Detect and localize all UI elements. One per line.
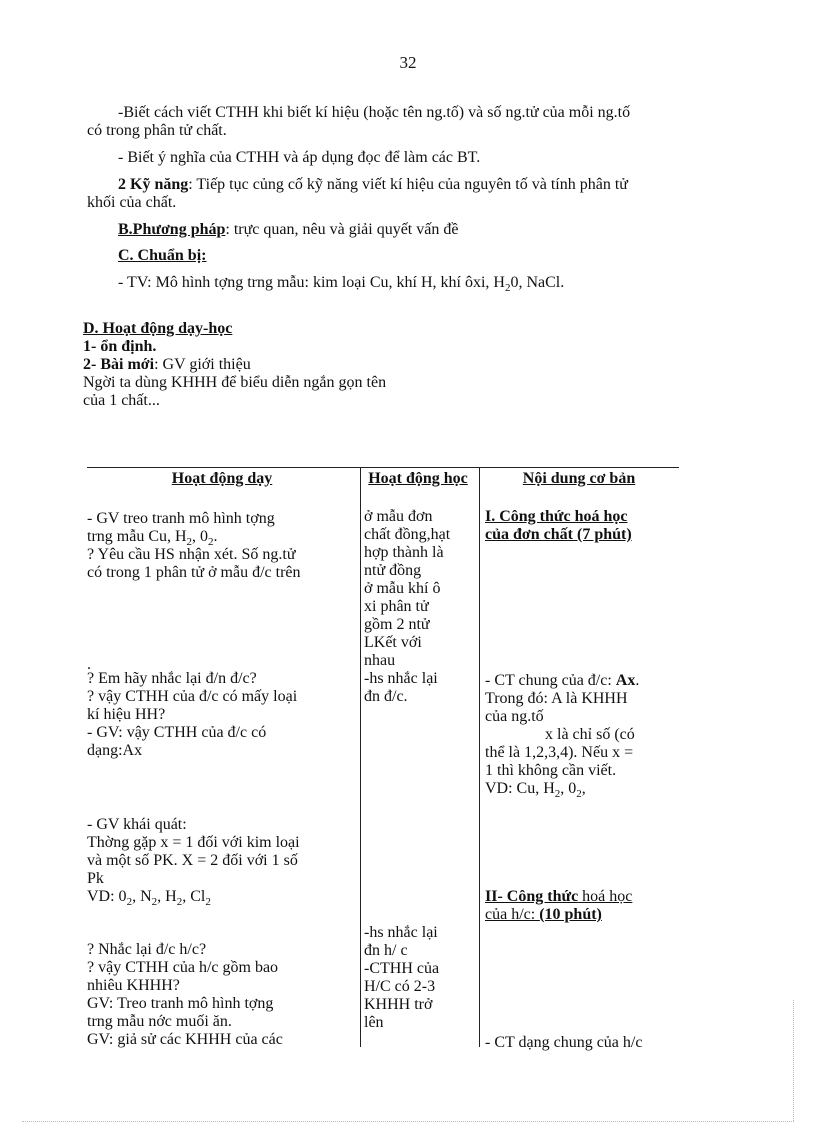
section-d-item1: 1- ổn định.: [83, 338, 157, 355]
content-section-2-body: - CT dạng chung của h/c: [485, 1034, 643, 1051]
intro-p1-line1: -Biết cách viết CTHH khi biết kí hiệu (hoặc tên ng.tố) và số ng.tử của mỗi ng.tố: [118, 104, 631, 121]
table-divider-1: [360, 467, 361, 1047]
learning-block-2: -hs nhắc lại đn đ/c.: [364, 670, 438, 705]
section-d-title: D. Hoạt động dạy-học: [83, 320, 233, 337]
preparation-text: - TV: Mô hình tợng trng mẫu: kim loại Cu, khí H, khí ôxi, $H_20$, NaCl.: [118, 274, 565, 295]
intro-paragraph-2: - Biết ý nghĩa của CTHH và áp dụng đọc để làm các BT.: [118, 149, 481, 166]
content-section-2-heading: II- Công thức hoá học của h/c: (10 phút): [485, 888, 633, 923]
preparation-label: C. Chuẩn bị:: [118, 247, 207, 264]
table-divider-2: [479, 467, 480, 1047]
method-label: B.Phương pháp: [118, 221, 226, 238]
section-d-item2: 2- Bài mới: GV giới thiệu: [83, 356, 251, 373]
skills-text: : Tiếp tục củng cố kỹ năng viết kí hiệu của nguyên tố và tính phân tử: [188, 176, 628, 193]
content-section-1-heading: I. Công thức hoá học của đơn chất (7 phút): [485, 508, 632, 543]
teaching-block-1: - GV treo tranh mô hình tợng trng mẫu Cu, $H_2$, $0_2$. ? Yêu cầu HS nhận xét. Số ng.tử có trong 1 phân tử ở mẫu đ/c trên: [87, 510, 301, 581]
preparation-heading: [118, 247, 724, 265]
method-line: [118, 221, 724, 239]
section-d: [83, 320, 503, 410]
section-d-item2-line2: Ngời ta dùng KHHH để biểu diễn ngắn gọn tên: [83, 374, 387, 391]
page-right-border: [793, 1000, 794, 1121]
intro-paragraph-1: [87, 104, 724, 140]
learning-block-1: ở mẫu đơn chất đồng,hạt hợp thành là ntử đồng ở mẫu khí ô xi phân tử gồm 2 ntử LKết với nhau: [364, 508, 451, 669]
header-content: Nội dung cơ bản: [522, 470, 636, 487]
page-bottom-border: [22, 1121, 794, 1122]
learning-block-3: -hs nhắc lại đn h/ c -CTHH của H/C có 2-3 KHHH trở lên: [364, 924, 440, 1031]
page-number: 32: [399, 53, 417, 72]
teaching-block-3: - GV khái quát: Thờng gặp x = 1 đối với kim loại và một số PK. X = 2 đối với 1 số Pk VD: $0_2$, $N_2$, $H_2$, $Cl_2$: [87, 816, 300, 909]
teaching-dot: .: [87, 656, 91, 673]
skills-label: 2 Kỹ năng: [118, 176, 189, 193]
header-teaching: Hoạt động dạy: [171, 470, 273, 487]
intro-p1-line2: có trong phân tử chất.: [87, 122, 227, 139]
teaching-block-4: ? Nhắc lại đ/c h/c? ? vậy CTHH của h/c gồm bao nhiêu KHHH? GV: Treo tranh mô hình tợng trng mẫu nớc muối ăn. GV: giả sử các KHHH của các: [87, 941, 283, 1048]
section-d-item2-line3: của 1 chất...: [83, 392, 160, 409]
teaching-block-2: ? Em hãy nhắc lại đ/n đ/c? ? vậy CTHH của đ/c có mấy loại kí hiệu HH? - GV: vậy CTHH của đ/c có dạng:Ax: [87, 670, 298, 759]
header-learning: Hoạt động học: [368, 470, 468, 487]
skills-text-line2: khối của chất.: [87, 194, 177, 211]
method-text: : trực quan, nêu và giải quyết vấn đề: [225, 221, 459, 238]
intro-paragraph-skills: [87, 176, 724, 212]
table-top-rule: [87, 467, 679, 468]
content-section-1-body: - CT chung của đ/c: Ax. Trong đó: A là KHHH của ng.tố x là chỉ số (có thể là 1,2,3,4). Nếu x = 1 thì không cần viết. VD: Cu, $H_2$, $0_2$,: [485, 672, 640, 801]
